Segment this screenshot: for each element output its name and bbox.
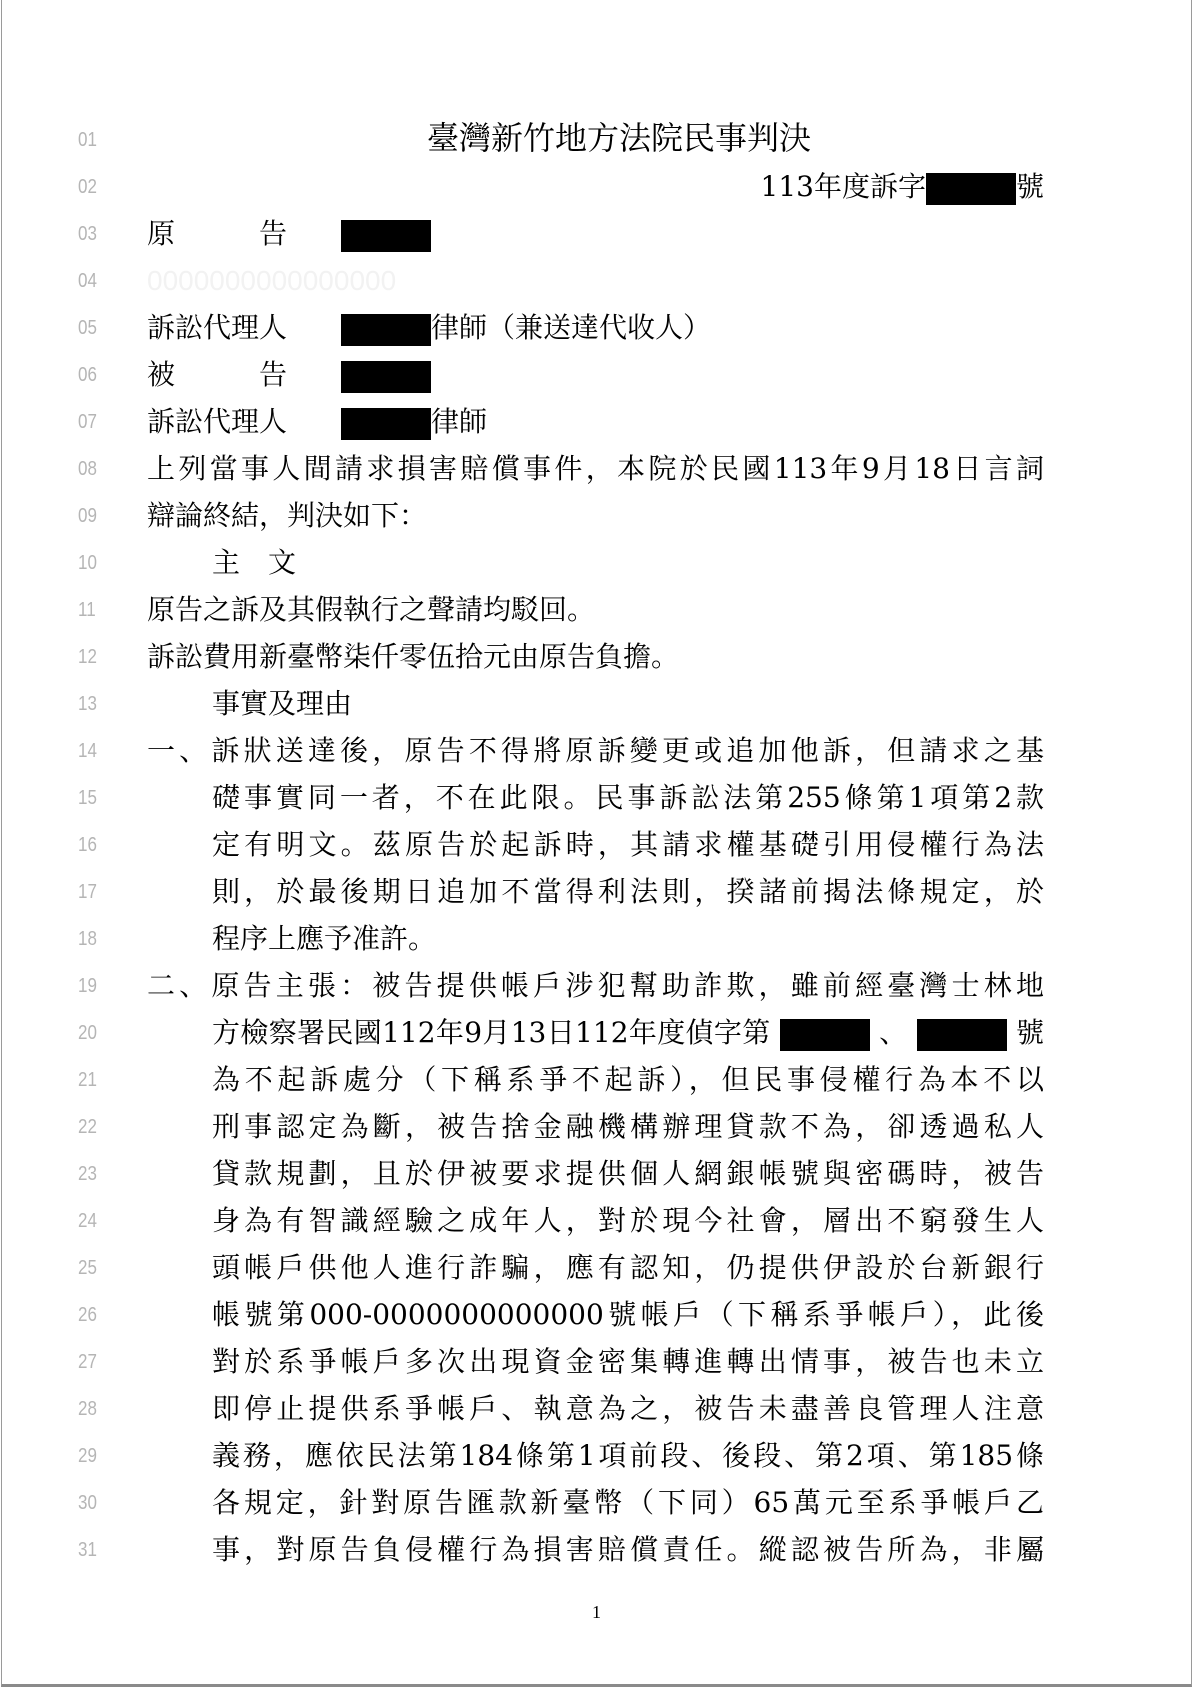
plaintiff-label: 原 告: [147, 217, 288, 250]
plaintiff-agent-suffix: 律師（兼送達代收人）: [431, 311, 712, 344]
line-number: 09: [78, 505, 97, 527]
line-number: 03: [78, 223, 97, 245]
body-line: 對於系爭帳戶多次出現資金密集轉進轉出情事，被告也未立: [212, 1345, 1044, 1378]
redaction-box: [780, 1019, 870, 1051]
line-number: 13: [78, 693, 97, 715]
plaintiff-id-faint: 0000000000000000: [147, 265, 397, 296]
line-number: 12: [78, 646, 97, 668]
body-line: 則，於最後期日追加不當得利法則，揆諸前揭法條規定，於: [212, 875, 1044, 908]
section-heading-main: 主 文: [212, 546, 297, 579]
line-number: 08: [78, 458, 97, 480]
body-line: 訴訟費用新臺幣柒仟零伍拾元由原告負擔。: [147, 640, 680, 673]
line-number: 04: [78, 270, 97, 292]
body-text: 號: [1015, 1016, 1044, 1049]
defendant-label: 被 告: [147, 358, 288, 391]
line-number: 07: [78, 411, 97, 433]
line-number: 05: [78, 317, 97, 339]
body-line: 貸款規劃，且於伊被要求提供個人網銀帳號與密碼時，被告: [212, 1157, 1044, 1190]
body-line: 帳號第000-0000000000000號帳戶（下稱系爭帳戶），此後: [212, 1298, 1044, 1331]
plaintiff-row: [147, 214, 1044, 254]
case-number-prefix: 113年度訴字: [760, 170, 926, 203]
body-line: 上列當事人間請求損害賠償事件，本院於民國113年9月18日言詞: [147, 452, 1044, 485]
body-text: 方檢察署民國112年9月13日112年度偵字第: [212, 1016, 771, 1049]
line-number: 22: [78, 1116, 97, 1138]
body-line: 程序上應予准許。: [212, 922, 437, 955]
line-number: 14: [78, 740, 97, 762]
body-line: 一、訴狀送達後，原告不得將原訴變更或追加他訴，但請求之基: [147, 734, 1044, 767]
line-number: 29: [78, 1445, 97, 1467]
line-number: 28: [78, 1398, 97, 1420]
line-number: 15: [78, 787, 97, 809]
line-number: 26: [78, 1304, 97, 1326]
line-number: 25: [78, 1257, 97, 1279]
body-line: 身為有智識經驗之成年人，對於現今社會，層出不窮發生人: [212, 1204, 1044, 1237]
case-number-suffix: 號: [1015, 170, 1044, 203]
redaction-box: [341, 314, 431, 346]
line-number: 01: [78, 129, 97, 151]
document-page: [1, 0, 1192, 1687]
plaintiff-agent-row: [147, 308, 1044, 348]
body-line: 頭帳戶供他人進行詐騙，應有認知，仍提供伊設於台新銀行: [212, 1251, 1044, 1284]
line-number: 17: [78, 881, 97, 903]
document-title: 臺灣新竹地方法院民事判決: [426, 119, 811, 157]
line-number: 19: [78, 975, 97, 997]
body-line: 原告之訴及其假執行之聲請均駁回。: [147, 593, 596, 626]
page-number: 1: [592, 1602, 601, 1622]
body-line: 義務，應依民法第184條第1項前段、後段、第2項、第185條: [212, 1439, 1044, 1472]
defendant-agent-label: 訴訟代理人: [147, 405, 288, 438]
line-number: 23: [78, 1163, 97, 1185]
body-line: 定有明文。茲原告於起訴時，其請求權基礎引用侵權行為法: [212, 828, 1044, 861]
body-line: 辯論終結，判決如下：: [147, 499, 428, 532]
body-line: 各規定，針對原告匯款新臺幣（下同）65萬元至系爭帳戶乙: [212, 1486, 1044, 1519]
redaction-box: [917, 1019, 1007, 1051]
redaction-box: [341, 220, 431, 252]
line-number: 24: [78, 1210, 97, 1232]
line-number: 10: [78, 552, 97, 574]
body-line: 礎事實同一者，不在此限。民事訴訟法第255條第1項第2款: [212, 781, 1044, 814]
redaction-box: [341, 408, 431, 440]
body-line: 為不起訴處分（下稱系爭不起訴），但民事侵權行為本不以: [212, 1063, 1044, 1096]
line-number: 30: [78, 1492, 97, 1514]
line-number: 16: [78, 834, 97, 856]
line-number: 02: [78, 176, 97, 198]
section-heading-facts: 事實及理由: [212, 687, 353, 720]
redaction-box: [341, 361, 431, 393]
line-number: 20: [78, 1022, 97, 1044]
defendant-row: [147, 355, 1044, 395]
body-line: 刑事認定為斷，被告捨金融機構辦理貸款不為，卻透過私人: [212, 1110, 1044, 1143]
body-line: 二、原告主張：被告提供帳戶涉犯幫助詐欺，雖前經臺灣士林地: [147, 969, 1044, 1002]
defendant-agent-suffix: 律師: [431, 405, 488, 438]
line-number: 31: [78, 1539, 97, 1561]
body-line: 即停止提供系爭帳戶、執意為之，被告未盡善良管理人注意: [212, 1392, 1044, 1425]
line-number: 06: [78, 364, 97, 386]
plaintiff-agent-label: 訴訟代理人: [147, 311, 288, 344]
line-number: 11: [78, 599, 96, 621]
defendant-agent-row: [147, 402, 1044, 442]
line-number: 18: [78, 928, 97, 950]
line-number: 27: [78, 1351, 97, 1373]
line-number: 21: [78, 1069, 97, 1091]
redaction-box: [926, 173, 1016, 205]
case-number: [147, 167, 1044, 207]
body-line-redacted: [212, 1013, 1044, 1053]
body-text: 、: [879, 1016, 908, 1049]
body-line: 事，對原告負侵權行為損害賠償責任。縱認被告所為，非屬: [212, 1533, 1044, 1566]
